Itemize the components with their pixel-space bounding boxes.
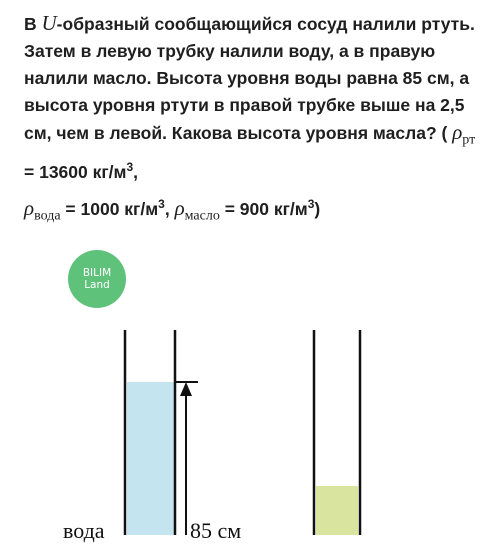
bilimland-logo (68, 250, 126, 308)
height-arrow-head (180, 382, 192, 396)
oil-column (316, 486, 358, 535)
water-exponent: 3 (158, 197, 165, 212)
logo-line2: Land (84, 279, 110, 291)
problem-body: -образный сообщающийся сосуд налили ртуть. Затем в левую трубку налили воду, а в правую налили масло. Высота уровня воды равна 85 см, а высота уровня ртути в правой трубке выше на 2,5 см, чем в левой. Какова высота уровня масла? ( (24, 14, 475, 143)
problem-text (24, 10, 484, 230)
mercury-subscript: рт (462, 132, 476, 148)
oil-exponent: 3 (307, 197, 315, 212)
logo-line1: BILIM (82, 267, 112, 279)
rho-symbol-water: ρ (24, 196, 35, 221)
oil-subscript: масло (184, 208, 220, 224)
oil-density: = 900 кг/м (219, 199, 308, 220)
height-label: 85 см (190, 518, 242, 543)
mercury-exponent: 3 (126, 159, 134, 174)
water-subscript: вода (34, 208, 61, 224)
densities-line (24, 191, 484, 229)
rho-symbol: ρ (452, 120, 463, 144)
water-density: = 1000 кг/м (60, 199, 159, 220)
comma: , (133, 161, 139, 182)
water-label: вода (63, 518, 105, 543)
mercury-density: = 13600 кг/м (24, 161, 127, 182)
u-tube-svg (0, 320, 500, 535)
problem-intro: В (24, 14, 42, 34)
closing-paren: ) (314, 199, 321, 220)
water-column (127, 382, 174, 535)
rho-symbol-oil: ρ (174, 196, 185, 221)
u-tube-diagram (0, 320, 500, 543)
u-symbol: U (41, 11, 57, 35)
separator: , (164, 199, 175, 220)
